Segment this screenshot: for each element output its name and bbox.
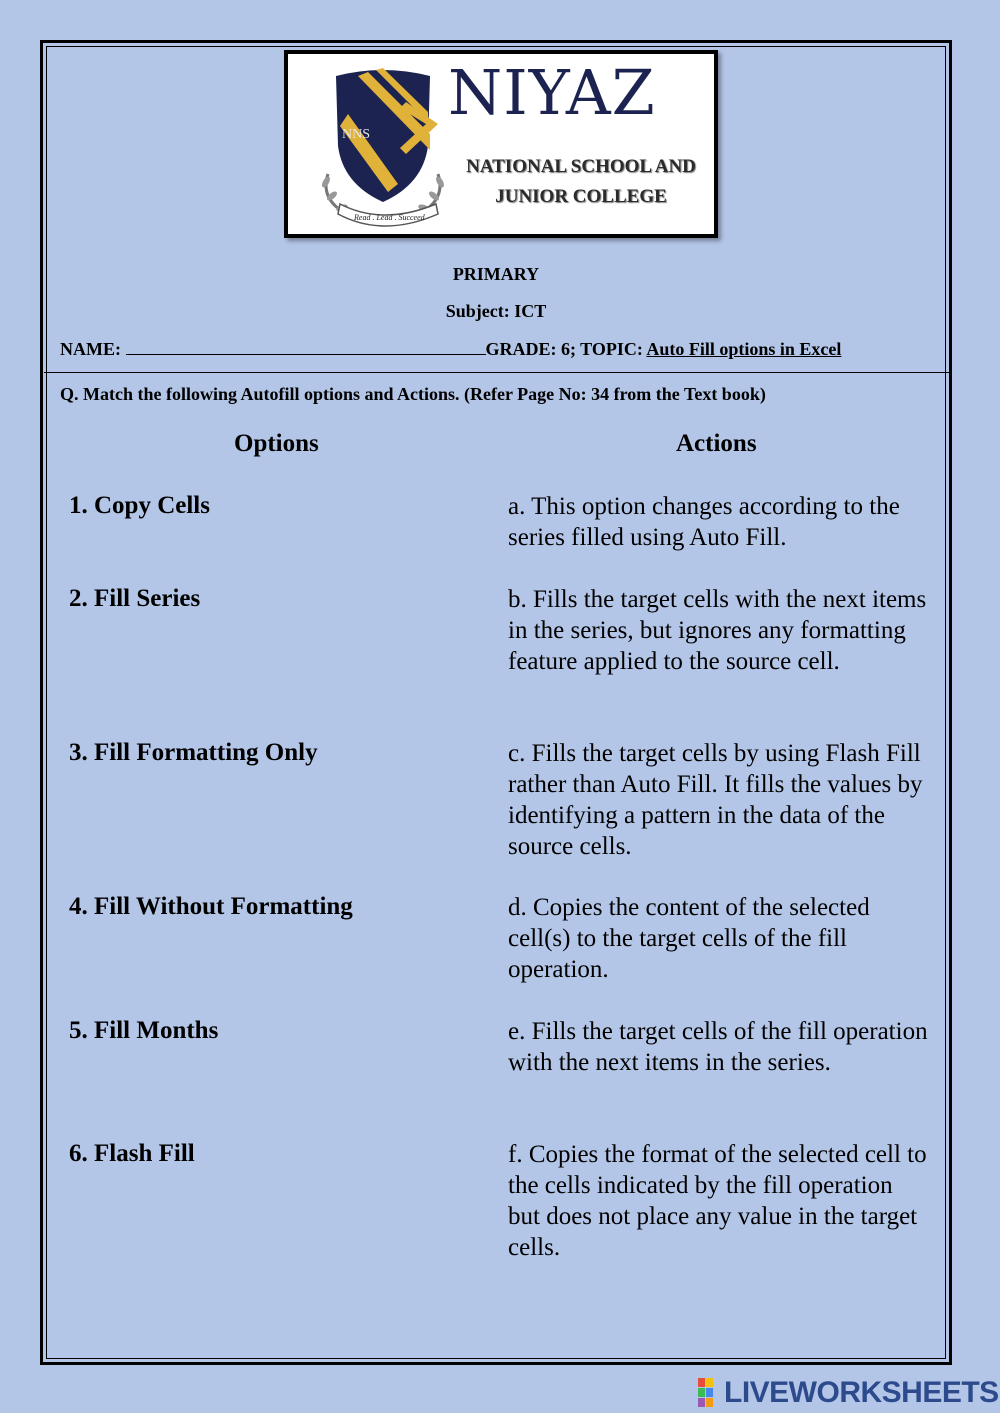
crest-initials: NNS [342, 127, 371, 142]
subject-heading: Subject: ICT [445, 301, 547, 321]
topic-title: Auto Fill options in Excel [646, 339, 842, 359]
name-grade-line [60, 338, 841, 360]
actions-heading: Actions [676, 430, 757, 457]
level-heading: PRIMARY [452, 264, 540, 284]
crest-motto: Read . Lead . Succeed [354, 213, 425, 222]
option-item[interactable]: 3. Fill Formatting Only [69, 739, 318, 766]
liveworksheets-brand: LIVEWORKSHEETS [724, 1376, 999, 1409]
liveworksheets-logo [698, 1376, 999, 1410]
school-subtitle-line1: NATIONAL SCHOOL AND [466, 156, 696, 177]
action-item[interactable]: d. Copies the content of the selected cell(s) to the target cells of the fill operation. [508, 894, 870, 983]
school-subtitle [456, 152, 706, 212]
header-divider [44, 372, 952, 373]
option-item[interactable]: 5. Fill Months [69, 1017, 219, 1044]
option-item[interactable]: 1. Copy Cells [69, 492, 210, 519]
school-subtitle-line2: JUNIOR COLLEGE [495, 186, 667, 207]
action-item[interactable]: f. Copies the format of the selected cell to the cells indicated by the fill operation but does not place any value in the target cells. [508, 1141, 927, 1261]
school-name: NIYAZ [448, 56, 656, 129]
action-item[interactable]: a. This option changes according to the series filled using Auto Fill. [508, 493, 900, 551]
option-item[interactable]: 4. Fill Without Formatting [69, 893, 353, 920]
option-item[interactable]: 6. Flash Fill [69, 1140, 195, 1167]
action-item[interactable]: e. Fills the target cells of the fill operation with the next items in the series. [508, 1018, 928, 1076]
school-logo [284, 50, 718, 238]
question-text: Q. Match the following Autofill options and Actions. (Refer Page No: 34 from the Text book) [60, 384, 766, 404]
options-heading: Options [234, 430, 319, 457]
name-label: NAME: [60, 339, 121, 359]
action-item[interactable]: b. Fills the target cells with the next items in the series, but ignores any formatting feature applied to the source cell. [508, 586, 927, 675]
grade-topic-label: GRADE: 6; TOPIC: [485, 339, 643, 359]
liveworksheets-mark-icon [698, 1378, 720, 1408]
action-item[interactable]: c. Fills the target cells by using Flash Fill rather than Auto Fill. It fills the values by identifying a pattern in the data of the source cells. [508, 740, 923, 860]
option-item[interactable]: 2. Fill Series [69, 585, 201, 612]
name-blank-field[interactable] [126, 338, 486, 355]
